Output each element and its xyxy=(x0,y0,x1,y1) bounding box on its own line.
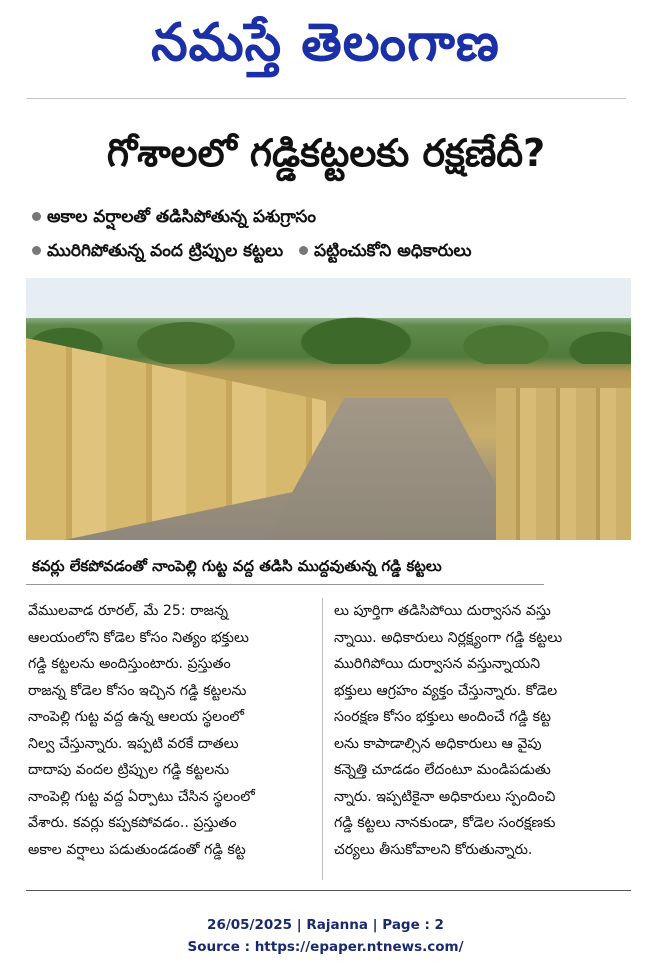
column-line: లను కాపాడాల్సిన అధికారులు ఆ వైపు xyxy=(334,735,542,752)
column-line: నిల్వ చేస్తున్నారు. ఇప్పటి వరకే దాతలు xyxy=(28,735,239,752)
photo-hay-bales-left xyxy=(26,338,326,540)
top-divider xyxy=(26,98,626,99)
column-line: వేములవాడ రూరల్, మే 25: రాజన్న xyxy=(28,603,229,619)
column-line: గడ్డి కట్టలు నానకుండా, కోడెల సంరక్షణకు xyxy=(334,815,556,831)
column-line: సంరక్షణ కోసం భక్తులు అందించే గడ్డి కట్ట xyxy=(334,709,551,725)
bullet-text: అకాల వర్షాలతో తడిసిపోతున్న పశుగ్రాసం xyxy=(47,207,316,227)
column-line: దాదాపు వందల ట్రిప్పుల గడ్డి కట్టలను xyxy=(28,762,230,778)
article-column-left xyxy=(28,598,316,888)
subheadline-bullets xyxy=(30,200,630,268)
column-line: న్నాయి. అధికారులు నిర్లక్ష్యంగా గడ్డి కట్టలు xyxy=(334,629,563,646)
footer-source-link[interactable]: Source : https://epaper.ntnews.com/ xyxy=(187,939,464,955)
bullet-dot-icon xyxy=(32,246,41,255)
bottom-divider xyxy=(26,890,631,891)
column-line: లు పూర్తిగా తడిసిపోయి దుర్వాసన వస్తు xyxy=(334,603,551,619)
column-line: భక్తులు ఆగ్రహం వ్యక్తం చేస్తున్నారు. కోడెల xyxy=(334,682,558,699)
column-line: చర్యలు తీసుకోవాలని కోరుతున్నారు. xyxy=(334,841,533,858)
column-line: అకాల వర్షాలు పడుతుండడంతో గడ్డి కట్ట xyxy=(28,841,246,858)
bullet-line-1 xyxy=(30,200,630,234)
bullet-dot-icon xyxy=(299,246,308,255)
column-line: వేశారు. కవర్లు కప్పకపోవడం.. ప్రస్తుతం xyxy=(28,815,237,831)
page-footer xyxy=(0,914,651,958)
column-line: న్నారు. ఇప్పటికైనా అధికారులు స్పందించి xyxy=(334,788,556,805)
column-line: గడ్డి కట్టలను అందిస్తుంటారు. ప్రస్తుతం xyxy=(28,656,231,672)
photo-caption: కవర్లు లేకపోవడంతో నాంపెల్లి గుట్ట వద్ద తడిసి ముద్దవుతున్న గడ్డి కట్టలు xyxy=(26,548,544,585)
column-line: నాంపెల్లి గుట్ట వద్ద ఉన్న ఆలయ స్థలంలో xyxy=(28,709,244,725)
footer-date-edition: 26/05/2025 | Rajanna | Page : 2 xyxy=(207,917,444,933)
article-headline: గోశాలలో గడ్డికట్టలకు రక్షణేదీ? xyxy=(106,131,546,175)
column-line: కన్నెత్తి చూడడం లేదంటూ మండిపడుతు xyxy=(334,762,551,778)
article-photo xyxy=(26,278,631,540)
photo-trees xyxy=(26,306,631,364)
photo-hay-bales-right xyxy=(496,388,631,540)
column-line: నాంపెల్లి గుట్ట వద్ద ఏర్పాటు చేసిన స్థలంలో xyxy=(28,788,255,805)
column-divider xyxy=(322,598,323,880)
bullet-text: మురిగిపోతున్న వంద ట్రిప్పుల కట్టలు xyxy=(47,241,284,261)
article-column-right xyxy=(334,598,622,888)
bullet-dot-icon xyxy=(32,212,41,221)
masthead-logo: నమస్తే తెలంగాణ xyxy=(151,13,500,73)
column-line: రాజన్న కోడెల కోసం ఇచ్చిన గడ్డి కట్టలను xyxy=(28,682,247,699)
column-line: ఆలయంలోని కోడెల కోసం నిత్యం భక్తులు xyxy=(28,629,249,646)
bullet-text: పట్టించుకోని అధికారులు xyxy=(314,241,472,261)
bullet-line-2 xyxy=(30,234,630,268)
column-line: మురిగిపోయి దుర్వాసన వస్తున్నాయని xyxy=(334,656,541,672)
